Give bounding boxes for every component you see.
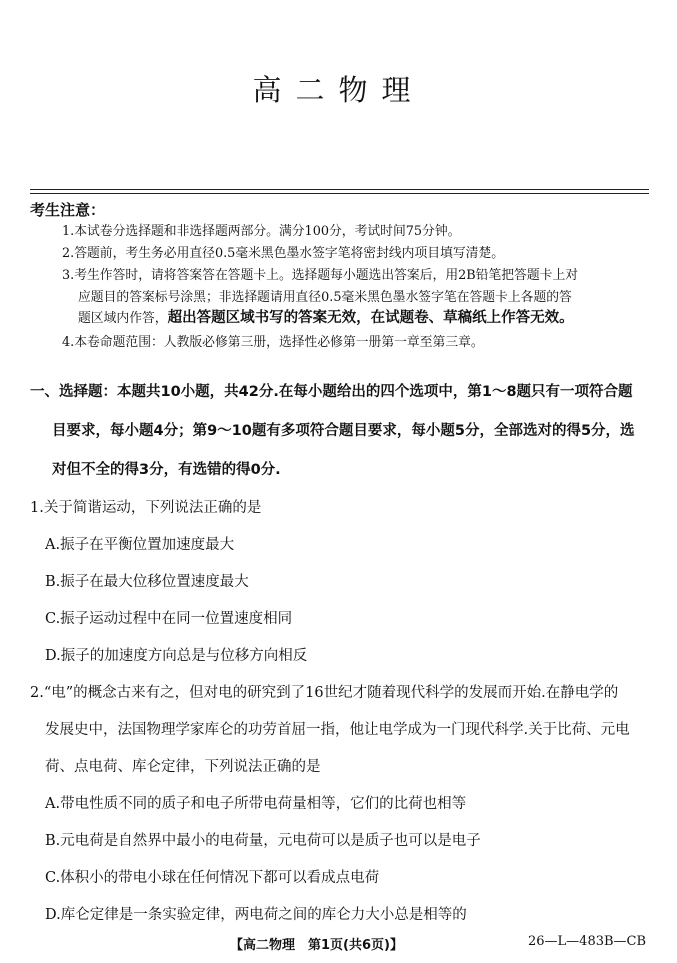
divider-bottom [30,193,649,194]
notice-item-3-end [78,308,574,329]
q2-option-b: B.元电荷是自然界中最小的电荷量，元电荷可以是质子也可以是电子 [45,833,481,849]
notice-item-3-cont: 应题目的答案标号涂黑；非选择题请用直径0.5毫米黑色墨水签字笔在答题卡上各题的答 [78,290,572,305]
q1-option-b: B.振子在最大位移位置速度最大 [45,574,249,590]
q2-stem-line-3: 荷、点电荷、库仑定律，下列说法正确的是 [45,759,321,775]
page-title: 高二物理 [252,73,425,107]
page-footer: 【高二物理 第1页(共6页)】 [230,938,403,953]
q1-option-d: D.振子的加速度方向总是与位移方向相反 [45,648,308,664]
q2-stem-line-2: 发展史中，法国物理学家库仑的功劳首屈一指，他让电学成为一门现代科学.关于比荷、元电 [45,722,630,738]
notice-emphasis: 超出答题区域书写的答案无效，在试题卷、草稿纸上作答无效。 [167,310,574,326]
q2-option-d: D.库仑定律是一条实验定律，两电荷之间的库仑力大小总是相等的 [45,907,467,923]
notice-item-3-tail: 题区域内作答， [78,311,168,326]
section-heading-line-2: 目要求，每小题4分；第9～10题有多项符合题目要求，每小题5分，全部选对的得5分，选 [52,423,635,439]
q2-stem-line-1: 2.“电”的概念古来有之，但对电的研究到了16世纪才随着现代科学的发展而开始.在静电学的 [30,685,619,701]
q1-stem: 1.关于简谐运动，下列说法正确的是 [30,500,262,516]
section-heading-line-1: 一、选择题：本题共10小题，共42分.在每小题给出的四个选项中，第1～8题只有一项符合题 [30,384,633,400]
notice-item-1: 1.本试卷分选择题和非选择题两部分。满分100分，考试时间75分钟。 [62,224,461,239]
q1-option-c: C.振子运动过程中在同一位置速度相同 [45,611,293,627]
notice-item-4: 4.本卷命题范围：人教版必修第三册，选择性必修第一册第一章至第三章。 [62,335,484,350]
q2-option-c: C.体积小的带电小球在任何情况下都可以看成点电荷 [45,870,380,886]
divider-top [30,189,649,190]
paper-code: 26—L—483B—CB [528,934,647,949]
q2-option-a: A.带电性质不同的质子和电子所带电荷量相等，它们的比荷也相等 [45,796,467,812]
notice-item-2: 2.答题前，考生务必用直径0.5毫米黑色墨水签字笔将密封线内项目填写清楚。 [62,246,505,261]
section-heading-line-3: 对但不全的得3分，有选错的得0分. [52,462,281,478]
q1-option-a: A.振子在平衡位置加速度最大 [45,537,235,553]
notice-heading: 考生注意： [30,201,106,219]
notice-item-3: 3.考生作答时，请将答案答在答题卡上。选择题每小题选出答案后，用2B铅笔把答题卡上对 [62,268,579,283]
